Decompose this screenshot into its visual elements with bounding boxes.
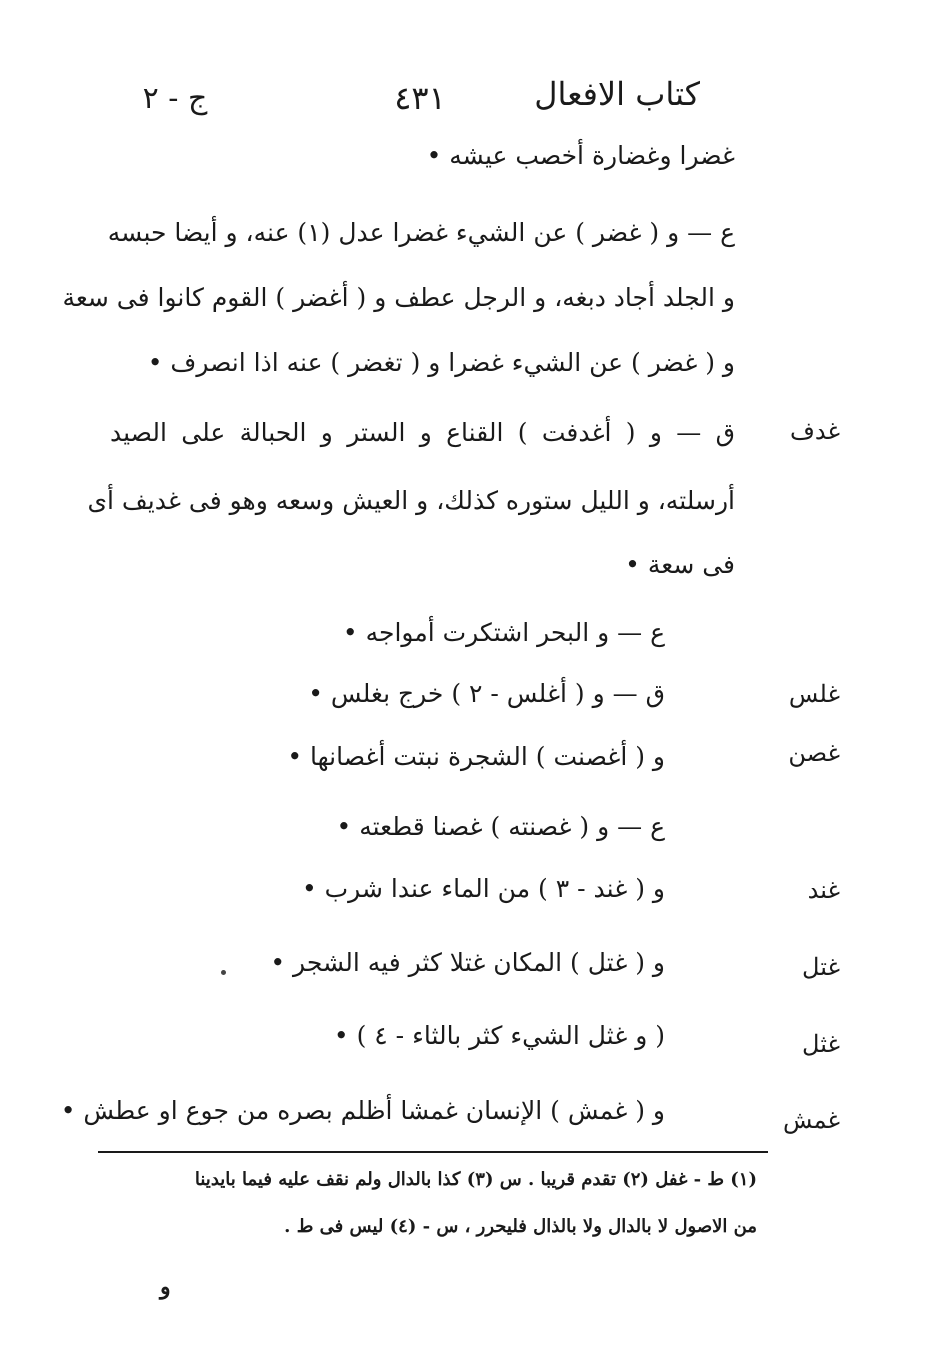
text-line: ( و غثل الشيء كثر بالثاء - ٤ ) • bbox=[333, 1021, 665, 1050]
page-number: ٤٣١ bbox=[394, 79, 446, 117]
volume-label: ج - ٢ bbox=[142, 81, 208, 116]
footnote-rule bbox=[98, 1151, 768, 1153]
headword: غصن bbox=[788, 739, 840, 767]
text-line: و الجلد أجاد دبغه، و الرجل عطف و ( أغضر ) القوم كانوا فى سعة bbox=[62, 283, 735, 312]
text-line: و ( غضر ) عن الشيء غضرا و ( تغضر ) عنه اذا انصرف • bbox=[147, 348, 735, 377]
scan-speck bbox=[221, 970, 226, 975]
text-line: و ( غتل ) المكان غتلا كثر فيه الشجر • bbox=[270, 948, 665, 977]
text-line: غضرا وغضارة أخصب عيشه • bbox=[426, 141, 735, 170]
text-line: و ( أغصنت ) الشجرة نبتت أغصانها • bbox=[287, 742, 665, 771]
text-line: و ( غند - ٣ ) من الماء عندا شرب • bbox=[301, 874, 665, 903]
text-line: ق — و ( أغدفت ) القناع و الستر و الحبالة على الصيد bbox=[110, 418, 735, 447]
footnote-line: (١) ط - غفل (٢) تقدم قريبا . س (٣) كذا بالدال ولم نقف عليه فيما بايدينا bbox=[194, 1169, 757, 1190]
headword: غلس bbox=[788, 680, 840, 708]
headword: غثل bbox=[802, 1030, 840, 1058]
headword: غتل bbox=[802, 953, 840, 981]
book-title: كتاب الافعال bbox=[534, 75, 700, 113]
headword: غدف bbox=[789, 417, 840, 445]
footnote-line: من الاصول لا بالدال ولا بالذال فليحرر ، س - (٤) ليس فى ط . bbox=[284, 1216, 757, 1237]
text-line: ق — و ( أغلس - ٢ ) خرج بغلس • bbox=[308, 679, 665, 708]
text-line: ع — و ( غصنته ) غصنا قطعته • bbox=[336, 812, 665, 841]
text-line: و ( غمش ) الإنسان غمشا أظلم بصره من جوع او عطش • bbox=[60, 1096, 665, 1125]
text-line: ع — و ( غضر ) عن الشيء غضرا عدل (١) عنه، و أيضا حبسه bbox=[107, 218, 735, 247]
text-line: أرسلته، و الليل ستوره كذلك، و العيش وسعه وهو فى غديف أى bbox=[87, 486, 735, 515]
catchword: و bbox=[160, 1274, 171, 1300]
headword: غمش bbox=[782, 1106, 840, 1134]
headword: غند bbox=[807, 876, 840, 904]
text-line: فى سعة • bbox=[625, 550, 735, 579]
text-line: ع — و البحر اشتكرت أمواجه • bbox=[342, 618, 665, 647]
